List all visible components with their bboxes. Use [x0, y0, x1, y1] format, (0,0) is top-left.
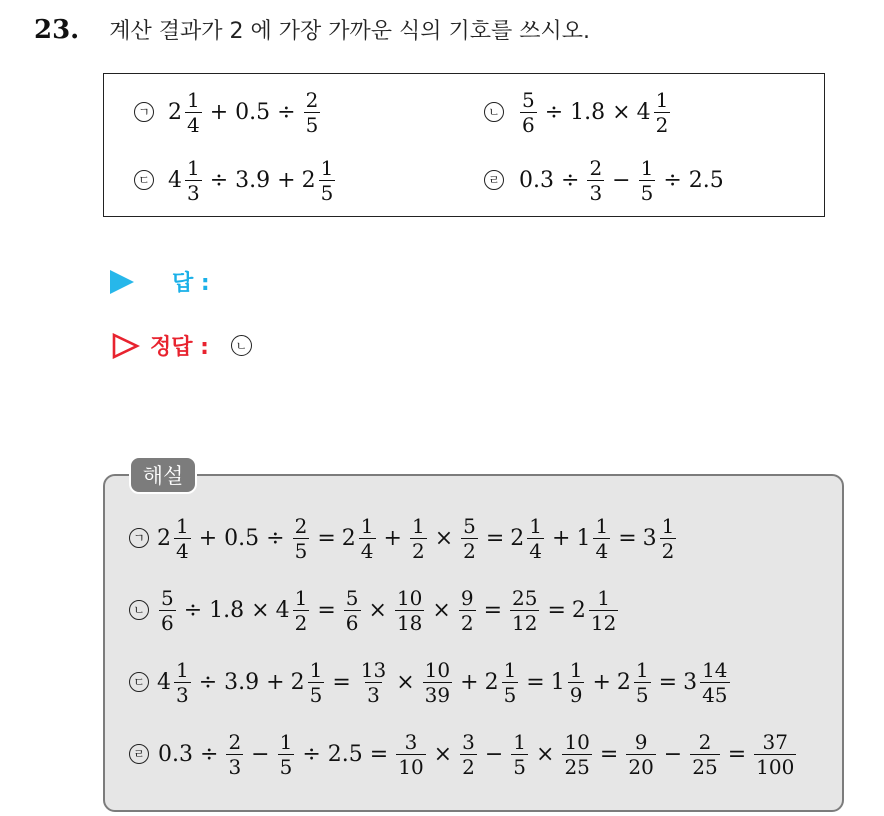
operator: =	[658, 669, 678, 695]
denominator: 4	[187, 112, 200, 137]
denominator: 5	[305, 112, 319, 137]
fraction	[700, 657, 729, 707]
denominator: 3	[228, 754, 242, 779]
operator: ×	[368, 597, 387, 623]
explanation-line-d	[129, 722, 798, 786]
fraction	[754, 729, 796, 779]
correct-answer-marker: ㄴ	[231, 335, 252, 356]
denominator: 2	[294, 610, 308, 635]
mixed-number	[168, 155, 204, 205]
denominator: 12	[590, 610, 617, 635]
denominator: 2	[661, 538, 675, 563]
denominator: 45	[702, 682, 728, 707]
explanation-marker: ㄹ	[129, 744, 149, 764]
operator: ÷	[302, 741, 321, 767]
numerator: 2	[589, 155, 603, 180]
operator: =	[526, 669, 545, 695]
numerator: 3	[462, 729, 475, 754]
denominator: 4	[360, 538, 374, 563]
whole-part: 2	[510, 525, 525, 551]
denominator: 5	[513, 754, 527, 779]
numerator: 1	[279, 729, 293, 754]
choice-expression	[518, 155, 725, 205]
fraction	[185, 87, 202, 137]
number: 1.8	[570, 99, 606, 125]
numerator: 1	[176, 657, 189, 682]
operator: =	[317, 525, 336, 551]
mixed-number	[683, 657, 731, 707]
fraction	[396, 729, 425, 779]
denominator: 5	[309, 682, 323, 707]
choice-b	[484, 82, 672, 142]
denominator: 6	[522, 112, 535, 137]
fraction	[511, 729, 528, 779]
operator: ÷	[209, 167, 229, 193]
denominator: 3	[589, 180, 603, 205]
operator: +	[277, 167, 296, 193]
choices-box	[103, 73, 825, 217]
numerator: 10	[424, 657, 451, 682]
play-icon	[110, 270, 134, 294]
numerator: 10	[396, 585, 423, 610]
fraction	[461, 513, 478, 563]
denominator: 100	[756, 754, 795, 779]
choice-marker: ㄹ	[484, 170, 504, 190]
whole-part: 3	[683, 669, 698, 695]
numerator: 5	[463, 513, 476, 538]
denominator: 3	[187, 180, 200, 205]
denominator: 5	[640, 180, 654, 205]
fraction	[174, 657, 191, 707]
numerator: 10	[564, 729, 590, 754]
denominator: 25	[692, 754, 718, 779]
operator: ÷	[200, 741, 219, 767]
numerator: 1	[176, 513, 189, 538]
mixed-number	[301, 155, 338, 205]
denominator: 5	[294, 538, 308, 563]
choice-expression	[518, 87, 672, 137]
whole-part: 1	[576, 525, 591, 551]
numerator: 3	[404, 729, 418, 754]
whole-part: 2	[157, 525, 171, 551]
number: 0.3	[158, 741, 193, 767]
fraction	[639, 155, 656, 205]
mixed-number	[290, 657, 327, 707]
numerator: 1	[635, 657, 649, 682]
whole-part: 4	[168, 167, 182, 193]
explanation-expression	[157, 729, 798, 779]
fraction	[278, 729, 295, 779]
fraction	[159, 585, 176, 635]
numerator: 1	[529, 513, 543, 538]
question-header	[34, 14, 590, 46]
operator: ÷	[544, 99, 564, 125]
whole-part: 2	[301, 167, 316, 193]
operator: ×	[434, 525, 454, 551]
fraction	[510, 585, 539, 635]
whole-part: 4	[275, 597, 290, 623]
choice-marker: ㄱ	[134, 102, 154, 122]
operator: ×	[251, 597, 270, 623]
fraction	[226, 729, 243, 779]
numerator: 5	[161, 585, 174, 610]
explanation-line-c	[129, 650, 732, 714]
mixed-number	[484, 657, 521, 707]
fraction	[304, 87, 321, 137]
denominator: 6	[161, 610, 174, 635]
whole-part: 2	[341, 525, 356, 551]
mixed-number	[168, 87, 204, 137]
numerator: 1	[513, 729, 527, 754]
operator: +	[383, 525, 402, 551]
operator: −	[484, 741, 504, 767]
numerator: 13	[360, 657, 387, 682]
mixed-number	[642, 513, 679, 563]
choice-expression	[168, 87, 322, 137]
explanation-tab: 해설	[129, 456, 197, 494]
denominator: 2	[462, 754, 475, 779]
denominator: 2	[460, 610, 474, 635]
numerator: 9	[460, 585, 474, 610]
number: 2.5	[688, 167, 724, 193]
fraction	[520, 87, 537, 137]
fraction	[568, 657, 585, 707]
denominator: 4	[176, 538, 189, 563]
operator: ÷	[277, 99, 296, 125]
numerator: 1	[569, 657, 583, 682]
numerator: 25	[512, 585, 538, 610]
numerator: 1	[411, 513, 425, 538]
number: 3.9	[224, 669, 260, 695]
numerator: 2	[698, 729, 712, 754]
fraction	[593, 513, 610, 563]
denominator: 5	[279, 754, 293, 779]
correct-answer-value	[231, 335, 252, 357]
mixed-number	[616, 657, 653, 707]
choice-expression	[168, 155, 337, 205]
explanation-expression	[157, 585, 620, 635]
operator: =	[547, 597, 566, 623]
number: 1.8	[209, 597, 245, 623]
numerator: 1	[597, 585, 610, 610]
fraction	[690, 729, 719, 779]
operator: =	[317, 597, 336, 623]
operator: ×	[433, 741, 453, 767]
fraction	[660, 513, 677, 563]
operator: ÷	[266, 525, 285, 551]
numerator: 9	[634, 729, 648, 754]
operator: =	[332, 669, 351, 695]
operator: +	[198, 525, 218, 551]
numerator: 1	[187, 87, 200, 112]
mixed-number	[636, 87, 673, 137]
operator: =	[727, 741, 747, 767]
numerator: 1	[661, 513, 675, 538]
numerator: 1	[360, 513, 374, 538]
explanation-line-a	[129, 506, 678, 570]
numerator: 1	[503, 657, 517, 682]
fraction	[459, 585, 476, 635]
operator: ÷	[183, 597, 203, 623]
numerator: 1	[320, 155, 334, 180]
numerator: 1	[187, 155, 200, 180]
fraction	[293, 585, 310, 635]
operator: =	[599, 741, 619, 767]
operator: +	[592, 669, 611, 695]
mixed-number	[571, 585, 620, 635]
numerator: 14	[702, 657, 728, 682]
denominator: 12	[512, 610, 538, 635]
whole-part: 2	[484, 669, 499, 695]
mixed-number	[510, 513, 546, 563]
whole-part: 2	[616, 669, 631, 695]
operator: ÷	[663, 167, 682, 193]
fraction	[293, 513, 310, 563]
explanation-marker: ㄷ	[129, 672, 149, 692]
whole-part: 2	[168, 99, 182, 125]
fraction	[344, 585, 361, 635]
operator: =	[618, 525, 637, 551]
fraction	[626, 729, 655, 779]
choice-marker: ㄴ	[484, 102, 504, 122]
choice-c	[134, 150, 337, 210]
correct-answer-label: 정답 :	[150, 335, 209, 360]
choice-d	[484, 150, 725, 210]
whole-part: 4	[636, 99, 651, 125]
denominator: 3	[367, 682, 380, 707]
mixed-number	[157, 657, 193, 707]
question-text: 계산 결과가 2 에 가장 가까운 식의 기호를 쓰시오.	[109, 19, 590, 44]
mixed-number	[341, 513, 378, 563]
fraction	[460, 729, 477, 779]
explanation-marker: ㄱ	[129, 528, 149, 548]
operator: =	[485, 525, 505, 551]
explanation-expression	[157, 513, 678, 563]
denominator: 3	[176, 682, 189, 707]
mixed-number	[576, 513, 612, 563]
denominator: 4	[595, 538, 609, 563]
denominator: 2	[655, 112, 669, 137]
fraction	[502, 657, 519, 707]
question-number: 23.	[34, 15, 80, 45]
denominator: 39	[424, 682, 451, 707]
outline-play-icon	[112, 333, 140, 359]
fraction	[634, 657, 651, 707]
number: 0.3	[519, 167, 554, 193]
fraction	[527, 513, 544, 563]
fraction	[410, 513, 427, 563]
numerator: 1	[655, 87, 669, 112]
numerator: 5	[522, 87, 535, 112]
operator: =	[369, 741, 389, 767]
numerator: 1	[595, 513, 609, 538]
number: 3.9	[235, 167, 271, 193]
operator: =	[483, 597, 503, 623]
numerator: 2	[294, 513, 308, 538]
operator: +	[209, 99, 229, 125]
numerator: 1	[294, 585, 308, 610]
fraction	[308, 657, 325, 707]
fraction	[359, 657, 388, 707]
operator: ×	[396, 669, 415, 695]
whole-part: 4	[157, 669, 171, 695]
numerator: 1	[309, 657, 323, 682]
whole-part: 3	[642, 525, 657, 551]
denominator: 20	[628, 754, 654, 779]
denominator: 9	[569, 682, 583, 707]
choice-a	[134, 82, 322, 142]
fraction	[589, 585, 618, 635]
explanation-line-b	[129, 578, 620, 642]
choice-marker: ㄷ	[134, 170, 154, 190]
operator: −	[251, 741, 270, 767]
operator: ×	[612, 99, 631, 125]
explanation-marker: ㄴ	[129, 600, 149, 620]
operator: ×	[536, 741, 555, 767]
fraction	[654, 87, 671, 137]
operator: ×	[432, 597, 451, 623]
denominator: 4	[529, 538, 543, 563]
fraction	[185, 155, 202, 205]
fraction	[395, 585, 424, 635]
whole-part: 2	[290, 669, 305, 695]
correct-answer-row	[112, 330, 252, 361]
operator: +	[266, 669, 285, 695]
answer-row	[110, 266, 210, 297]
mixed-number	[275, 585, 312, 635]
numerator: 2	[228, 729, 242, 754]
operator: −	[612, 167, 631, 193]
number: 0.5	[235, 99, 271, 125]
number: 2.5	[327, 741, 363, 767]
numerator: 1	[640, 155, 654, 180]
fraction	[174, 513, 191, 563]
whole-part: 1	[550, 669, 565, 695]
operator: −	[663, 741, 683, 767]
whole-part: 2	[571, 597, 586, 623]
denominator: 18	[396, 610, 423, 635]
operator: ÷	[198, 669, 218, 695]
denominator: 10	[398, 754, 424, 779]
denominator: 5	[503, 682, 517, 707]
mixed-number	[550, 657, 587, 707]
denominator: 25	[564, 754, 590, 779]
operator: ÷	[561, 167, 580, 193]
denominator: 2	[463, 538, 476, 563]
fraction	[423, 657, 452, 707]
numerator: 2	[305, 87, 319, 112]
fraction	[562, 729, 591, 779]
mixed-number	[157, 513, 193, 563]
numerator: 37	[762, 729, 788, 754]
explanation-panel	[103, 474, 844, 812]
explanation-expression	[157, 657, 732, 707]
fraction	[319, 155, 336, 205]
denominator: 5	[635, 682, 649, 707]
fraction	[359, 513, 376, 563]
number: 0.5	[224, 525, 260, 551]
numerator: 5	[345, 585, 359, 610]
operator: +	[552, 525, 571, 551]
denominator: 5	[320, 180, 334, 205]
denominator: 6	[345, 610, 359, 635]
operator: +	[460, 669, 479, 695]
answer-label: 답 :	[172, 271, 210, 296]
denominator: 2	[411, 538, 425, 563]
fraction	[587, 155, 604, 205]
